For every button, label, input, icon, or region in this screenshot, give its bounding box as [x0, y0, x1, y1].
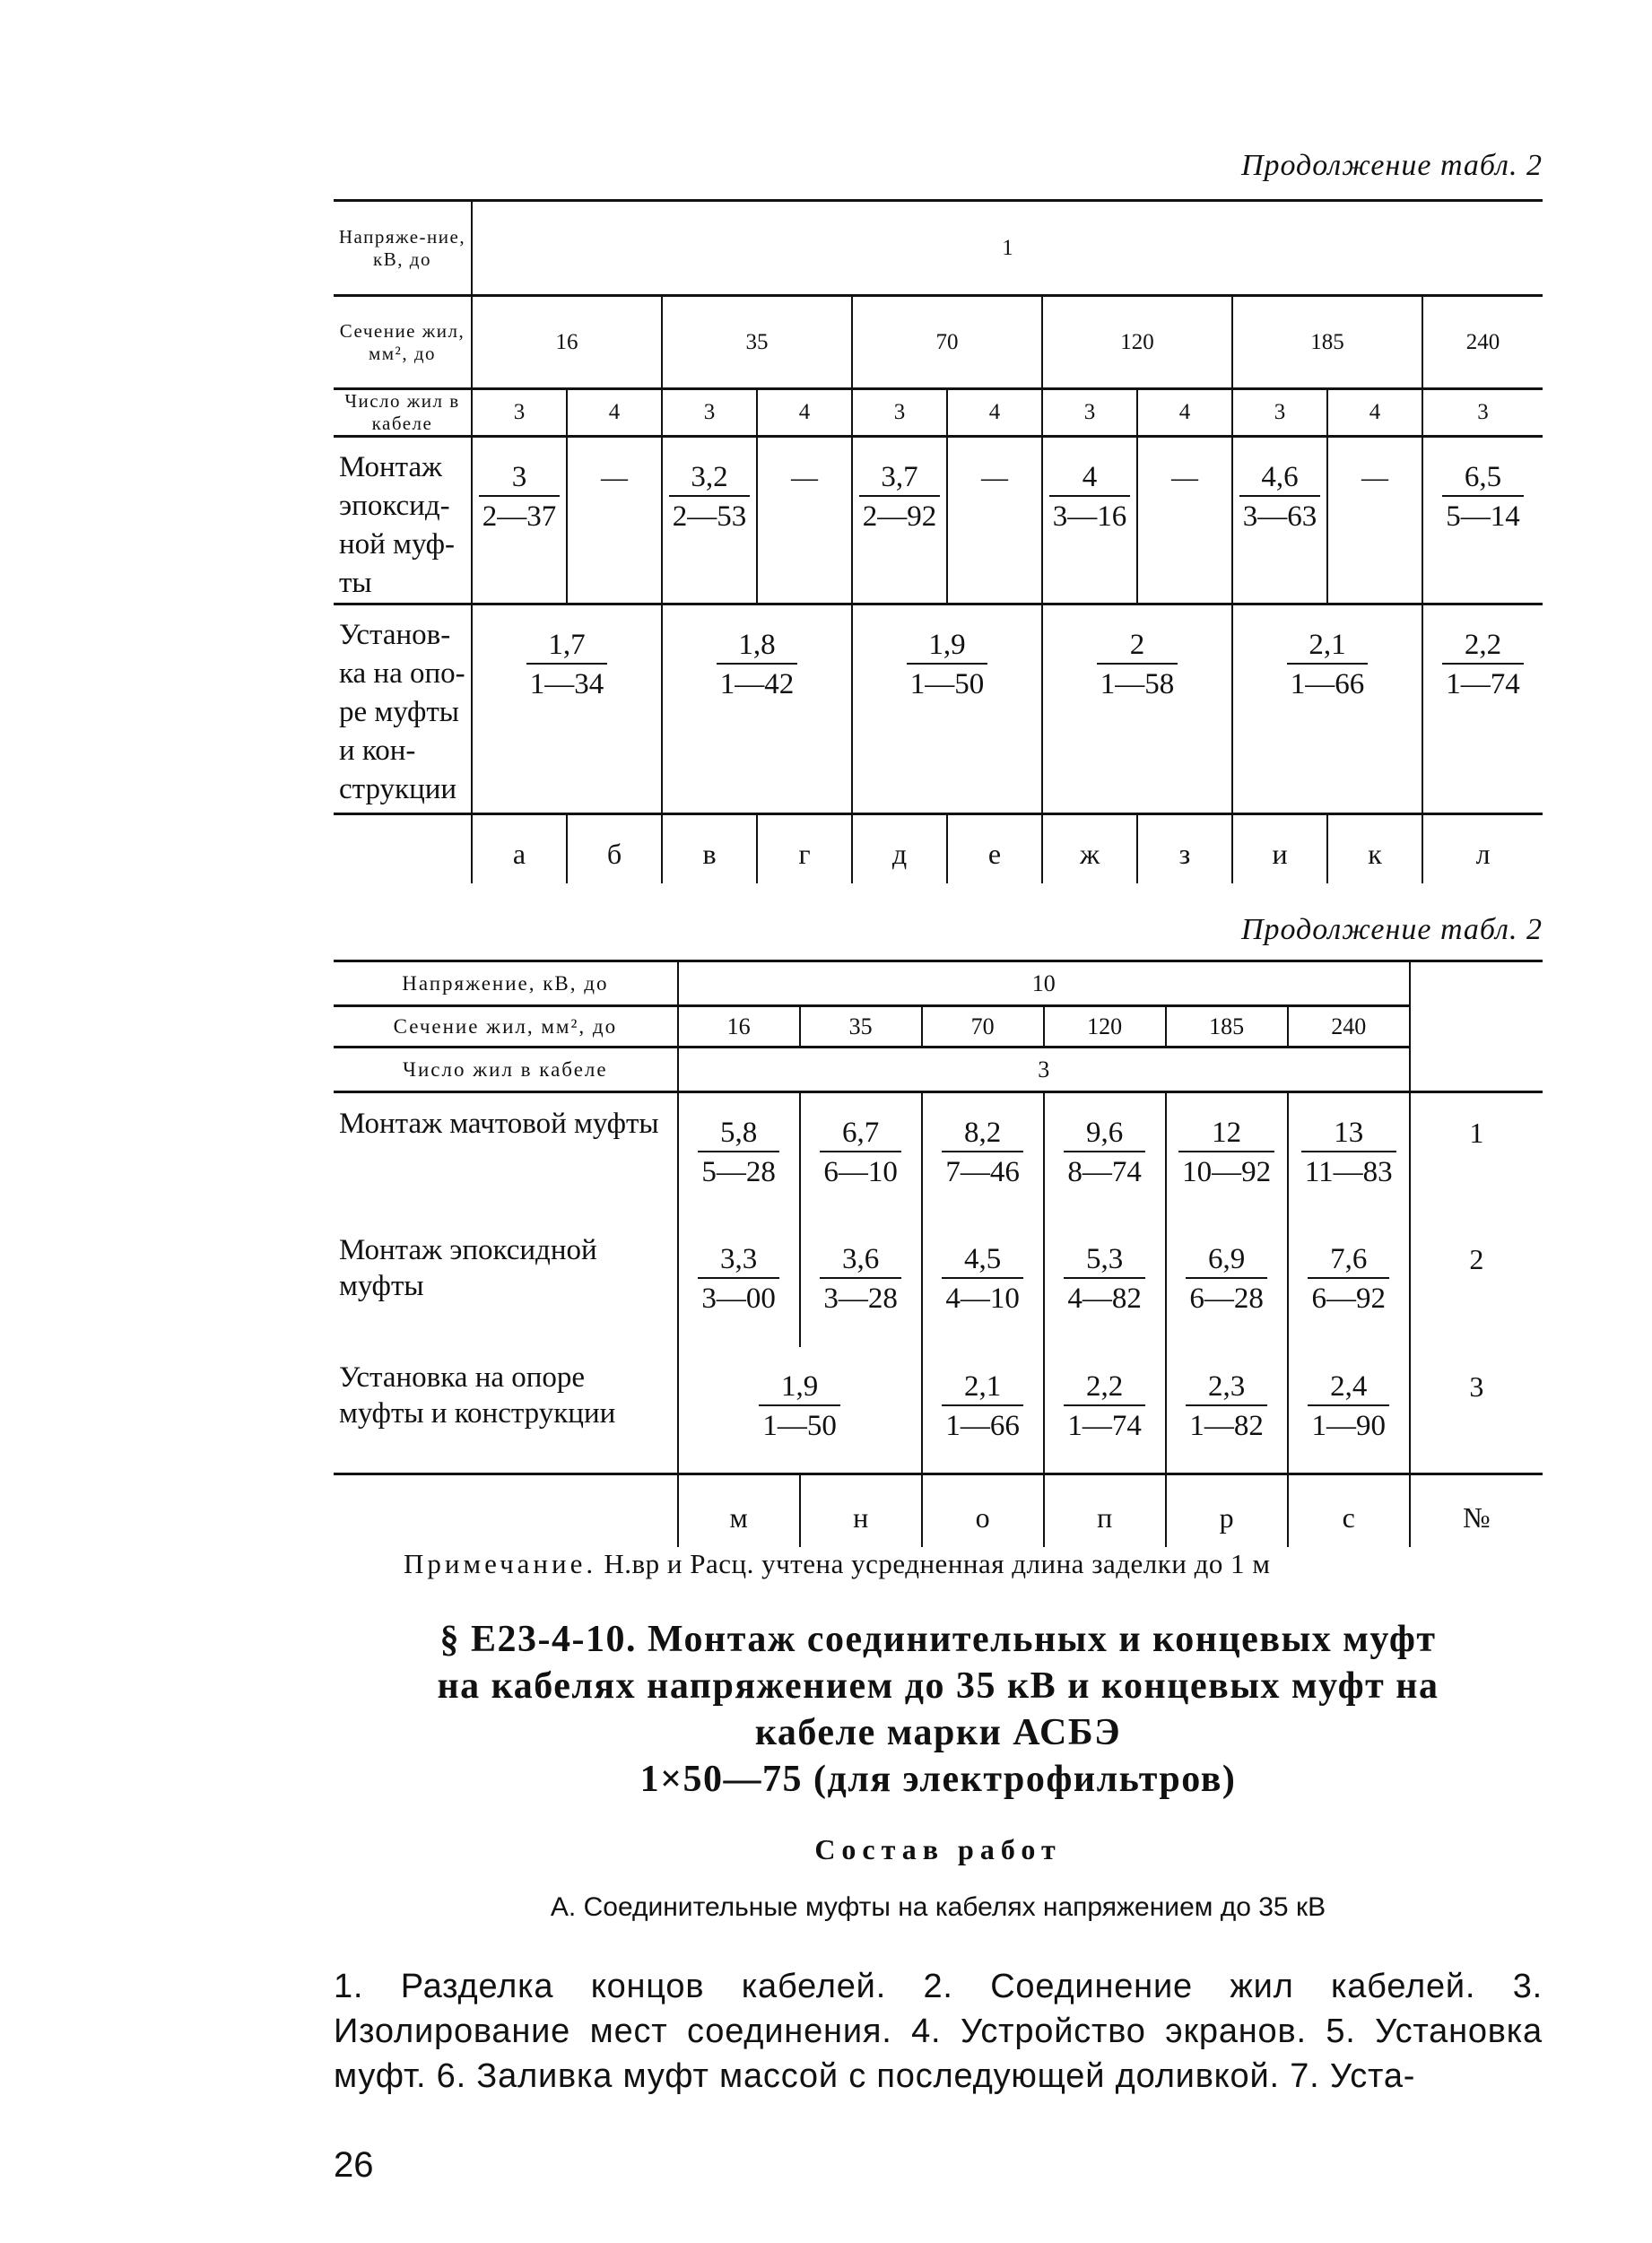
- table1-row-install: [334, 604, 1543, 814]
- row-label: Установ-ка на опо-ре муфты и кон-струкции: [334, 604, 472, 814]
- table1-section: 70: [852, 296, 1042, 389]
- table1-section: 16: [472, 296, 662, 389]
- norm-fraction: $\frac{6,9}{6—28}$: [1186, 1245, 1267, 1314]
- table2-cores-label: Число жил в кабеле: [334, 1048, 678, 1092]
- subsection-heading: А. Соединительные муфты на кабелях напряжением до 35 кВ: [550, 1892, 1326, 1922]
- table1-cores: 3: [1042, 389, 1137, 437]
- table1-row-epoxy: [334, 437, 1543, 604]
- norm-fraction: $\frac{2,2}{1—74}$: [1442, 630, 1524, 700]
- table1-letters-row: [334, 814, 1543, 884]
- norm-fraction: $\frac{5,8}{5—28}$: [698, 1118, 779, 1187]
- table1-cores: 4: [947, 389, 1042, 437]
- table1-cores: 3: [1422, 389, 1543, 437]
- column-letter: №: [1410, 1474, 1543, 1548]
- table1-cores: 4: [567, 389, 662, 437]
- norm-fraction: $\frac{3}{2—37}$: [479, 463, 561, 532]
- norm-fraction: $\frac{4,5}{4—10}$: [942, 1245, 1023, 1314]
- norm-fraction: $\frac{3,3}{3—00}$: [698, 1245, 779, 1314]
- norm-fraction: $\frac{13}{11—83}$: [1301, 1118, 1396, 1187]
- norm-fraction: $\frac{6,7}{6—10}$: [820, 1118, 901, 1187]
- norm-fraction: $\frac{9,6}{8—74}$: [1064, 1118, 1145, 1187]
- row-index: 1: [1469, 1117, 1484, 1149]
- norm-fraction: $\frac{2,1}{1—66}$: [1287, 630, 1369, 700]
- column-letter: е: [947, 814, 1042, 884]
- table1-cores: 4: [1137, 389, 1232, 437]
- table2-section: 16: [678, 1006, 800, 1048]
- section-title-line: § Е23-4-10. Монтаж соединительных и концевых муфт: [439, 1619, 1437, 1660]
- table2-section: 120: [1044, 1006, 1166, 1048]
- table1-cores: 4: [1327, 389, 1422, 437]
- norm-fraction: $\frac{12}{10—92}$: [1178, 1118, 1274, 1187]
- column-letter: г: [757, 814, 852, 884]
- table2-section: 70: [922, 1006, 1044, 1048]
- body-paragraph: 1. Разделка концов кабелей. 2. Соединение жил кабелей. 3. Изолирование мест соединения. 4. Устройство экранов. 5. Установка муфт. 6. Заливка муфт массой с последующей доливкой. 7. Уста-: [334, 1968, 1543, 2095]
- norm-fraction: $\frac{2}{1—58}$: [1097, 630, 1178, 700]
- table2-row-mast: [334, 1092, 1543, 1220]
- norm-fraction: $\frac{2,4}{1—90}$: [1308, 1372, 1389, 1441]
- norm-fraction: $\frac{2,3}{1—82}$: [1186, 1372, 1267, 1441]
- norm-fraction: $\frac{1,7}{1—34}$: [526, 630, 608, 700]
- table2-row-install: [334, 1347, 1543, 1474]
- table2: [334, 960, 1543, 1547]
- table1-cores: 3: [1232, 389, 1327, 437]
- norm-fraction: $\frac{5,3}{4—82}$: [1064, 1245, 1145, 1314]
- page-number: 26: [334, 2145, 374, 2185]
- table2-section-label: Сечение жил, мм², до: [334, 1006, 678, 1048]
- section-title-line: 1×50—75 (для электрофильтров): [639, 1759, 1237, 1800]
- row-index: 3: [1469, 1369, 1484, 1403]
- column-letter: ж: [1042, 814, 1137, 884]
- table1-section-label: Сечение жил, мм², до: [334, 296, 472, 389]
- norm-fraction: $\frac{1,9}{1—50}$: [907, 630, 988, 700]
- norm-fraction: $\frac{3,2}{2—53}$: [669, 463, 751, 532]
- section-title: [334, 1616, 1543, 1803]
- column-letter: б: [567, 814, 662, 884]
- column-letter: з: [1137, 814, 1232, 884]
- table1-voltage-value: 1: [472, 201, 1543, 296]
- norm-fraction: $\frac{6,5}{5—14}$: [1442, 463, 1524, 532]
- column-letter: л: [1422, 814, 1543, 884]
- table1-section: 120: [1042, 296, 1232, 389]
- column-letter: р: [1166, 1474, 1288, 1548]
- column-letter: д: [852, 814, 947, 884]
- norm-fraction: $\frac{4}{3—16}$: [1049, 463, 1131, 532]
- table1-caption: Продолжение табл. 2: [1240, 149, 1543, 182]
- norm-fraction: $\frac{2,1}{1—66}$: [942, 1372, 1023, 1441]
- table1-cores: 3: [662, 389, 757, 437]
- norm-fraction: $\frac{1,9}{1—50}$: [759, 1372, 840, 1441]
- table1-cores: 3: [852, 389, 947, 437]
- dash: —: [791, 463, 818, 492]
- table1-cores: 4: [757, 389, 852, 437]
- norm-fraction: $\frac{2,2}{1—74}$: [1064, 1372, 1145, 1441]
- column-letter: в: [662, 814, 757, 884]
- column-letter: к: [1327, 814, 1422, 884]
- table1-section: 35: [662, 296, 852, 389]
- note-text: Н.вр и Расц. учтена усредненная длина заделки до 1 м: [604, 1548, 1271, 1579]
- column-letter: о: [922, 1474, 1044, 1548]
- table1-voltage-label: Напряже-ние, кВ, до: [334, 201, 472, 296]
- table1-section: 185: [1232, 296, 1422, 389]
- row-label: Монтаж эпоксид-ной муф-ты: [334, 437, 472, 604]
- norm-fraction: $\frac{8,2}{7—46}$: [942, 1118, 1023, 1187]
- table2-row-epoxy: [334, 1220, 1543, 1347]
- dash: —: [1361, 463, 1388, 492]
- column-letter: с: [1288, 1474, 1410, 1548]
- norm-fraction: $\frac{7,6}{6—92}$: [1308, 1245, 1389, 1314]
- table1-cores: 3: [472, 389, 567, 437]
- column-letter: н: [800, 1474, 922, 1548]
- norm-fraction: $\frac{3,7}{2—92}$: [859, 463, 941, 532]
- table2-section: 185: [1166, 1006, 1288, 1048]
- table1-section: 240: [1422, 296, 1543, 389]
- table2-cores-value: 3: [678, 1048, 1410, 1092]
- table-note: [404, 1548, 1569, 1580]
- column-letter: п: [1044, 1474, 1166, 1548]
- section-title-line: на кабелях напряжением до 35 кВ и концевых муфт на: [437, 1665, 1439, 1707]
- column-letter: а: [472, 814, 567, 884]
- note-prefix: Примечание.: [404, 1548, 597, 1579]
- column-letter: м: [678, 1474, 800, 1548]
- row-label: Монтаж эпоксидной муфты: [334, 1220, 678, 1347]
- column-letter: и: [1232, 814, 1327, 884]
- dash: —: [1171, 463, 1198, 492]
- dash: —: [601, 463, 628, 492]
- table2-section: 35: [800, 1006, 922, 1048]
- table2-section: 240: [1288, 1006, 1410, 1048]
- row-label: Установка на опоре муфты и конструкции: [334, 1347, 678, 1474]
- table2-letters-row: [334, 1474, 1543, 1548]
- norm-fraction: $\frac{1,8}{1—42}$: [717, 630, 798, 700]
- table1-cores-label: Число жил в кабеле: [334, 389, 472, 437]
- row-label: Монтаж мачтовой муфты: [334, 1092, 678, 1220]
- norm-fraction: $\frac{4,6}{3—63}$: [1239, 463, 1321, 532]
- norm-fraction: $\frac{3,6}{3—28}$: [820, 1245, 901, 1314]
- table2-caption: Продолжение табл. 2: [1240, 913, 1543, 946]
- section-title-line: кабеле марки АСБЭ: [754, 1712, 1122, 1753]
- table2-voltage-value: 10: [678, 961, 1410, 1006]
- works-title: Состав работ: [814, 1833, 1062, 1865]
- dash: —: [981, 463, 1008, 492]
- table2-voltage-label: Напряжение, кВ, до: [334, 961, 678, 1006]
- row-index: 2: [1469, 1242, 1484, 1275]
- table1: [334, 199, 1543, 883]
